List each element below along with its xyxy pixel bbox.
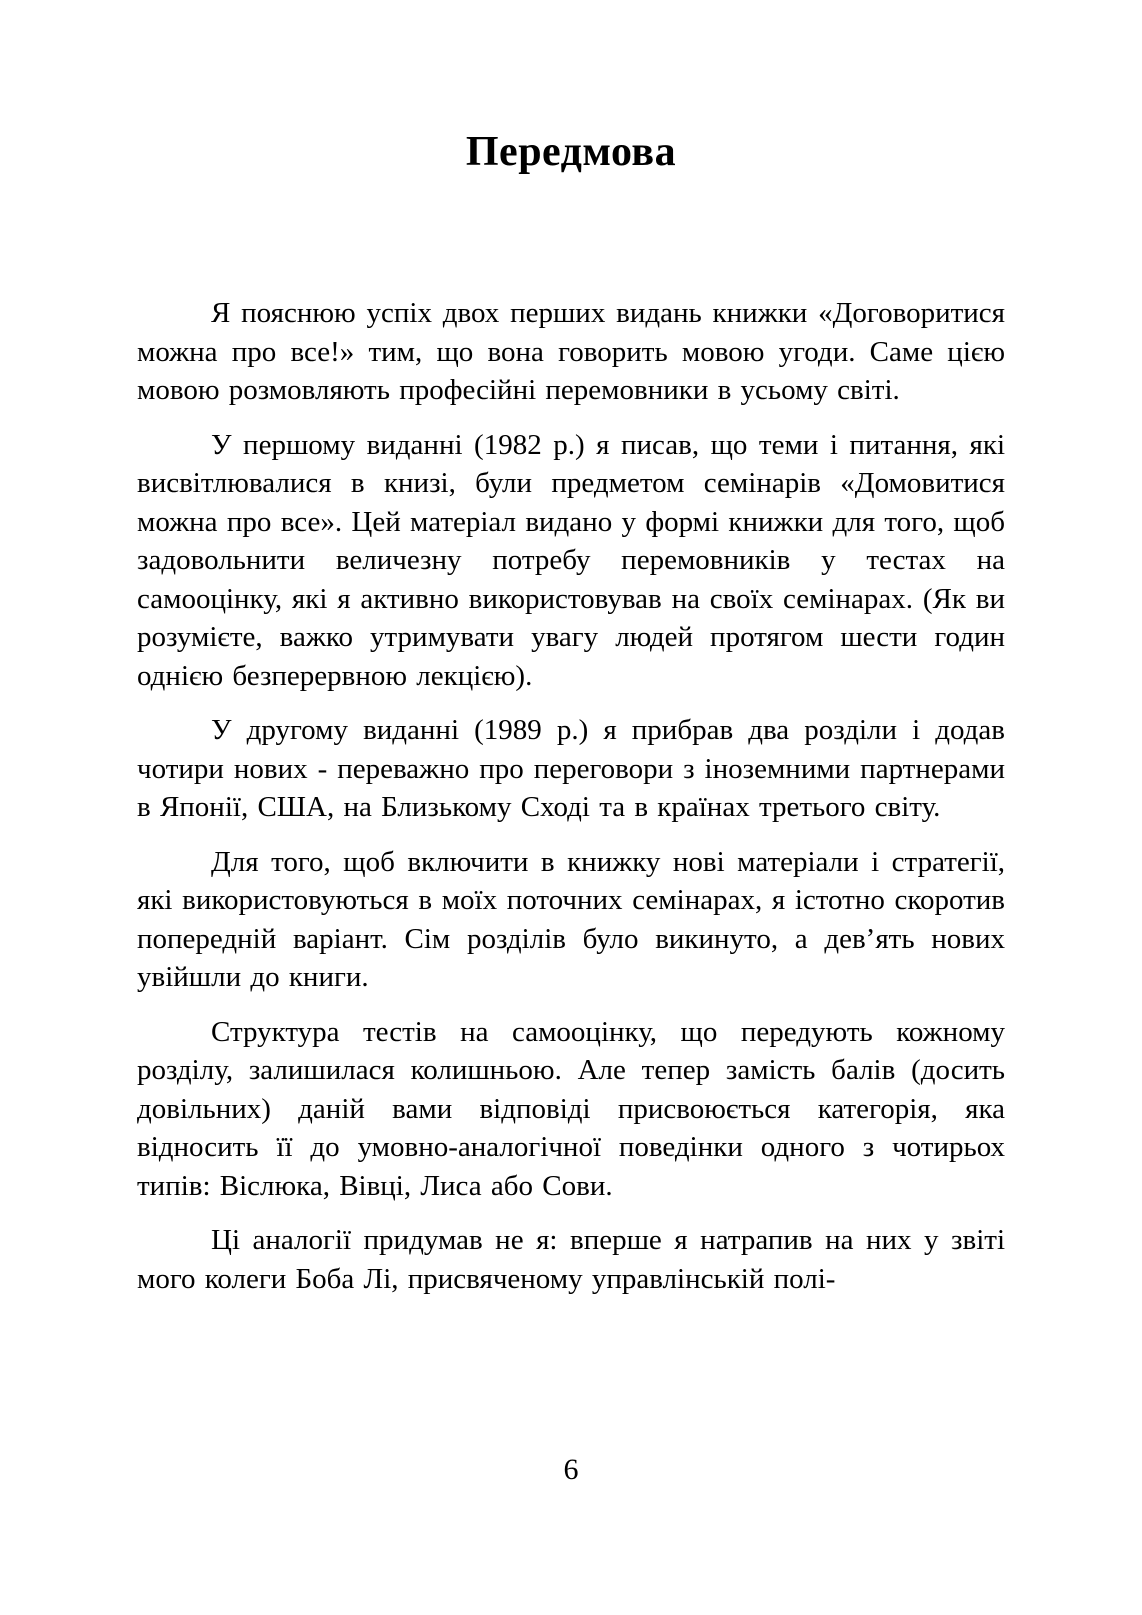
page-number: 6 [563,1453,579,1486]
page-content [137,128,1005,1314]
paragraph: Я пояснюю успіх двох перших видань книжки «Договоритися можна про все!» тим, що вона говорить мовою угоди. Саме цією мовою розмовляють професійні перемовники в усьому світі. [137,297,1005,406]
paragraph: У першому виданні (1982 р.) я писав, що теми і питання, які висвітлювалися в книзі, були предметом семінарів «Домовитися можна про все». Цей матеріал видано у формі книжки для того, щоб задовольнити величезну потребу перемовників у тестах на самооцінку, які я активно використовував на своїх семінарах. (Як ви розумієте, важко утримувати увагу людей протягом шести годин однією безперервною лекцією). [137,428,1005,692]
paragraph: Ці аналогії придумав не я: вперше я натрапив на них у звіті мого колеги Боба Лі, присвяченому управлінській полі- [137,1224,1005,1295]
paragraph: Для того, щоб включити в книжку нові матеріали і стратегії, які використовуються в моїх поточних семінарах, я істотно скоротив попередній варіант. Сім розділів було викинуто, а дев’ять нових увійшли до книги. [137,845,1005,993]
page-title: Передмова [465,129,677,175]
paragraph: У другому виданні (1989 р.) я прибрав два розділи і додав чотири нових - переважно про переговори з іноземними партнерами в Японії, США, на Близькому Сході та в країнах третього світу. [137,714,1005,823]
paragraph: Структура тестів на самооцінку, що передують кожному розділу, залишилася колишньою. Але тепер замість балів (досить довільних) даній вами відповіді присвоюється категорія, яка відносить її до умовно-аналогічної поведінки одного з чотирьох типів: Віслюка, Вівці, Лиса або Сови. [137,1015,1005,1202]
